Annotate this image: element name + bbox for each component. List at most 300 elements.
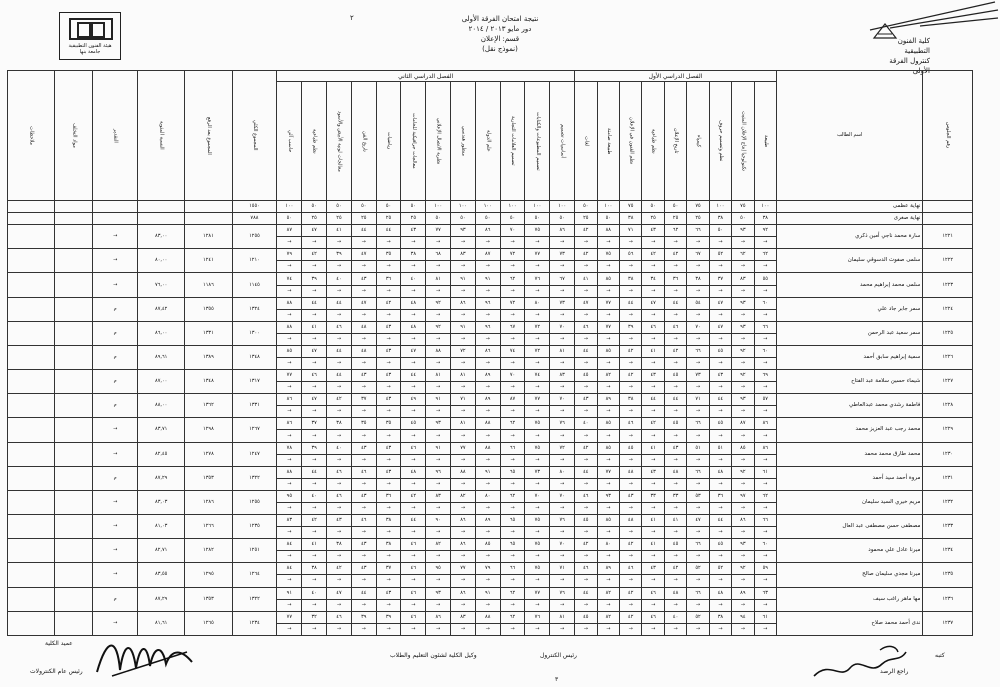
page-number: ٣ bbox=[555, 676, 559, 683]
failed-subjects-cell bbox=[55, 539, 93, 563]
arrow-icon: → bbox=[664, 599, 686, 611]
arrow-icon: → bbox=[664, 333, 686, 345]
arrow-icon: → bbox=[620, 527, 642, 539]
arrow-icon: → bbox=[620, 551, 642, 563]
score-cell: ٤٨ bbox=[664, 587, 686, 599]
arrow-icon: → bbox=[302, 309, 327, 321]
min-value: ٢٥ bbox=[376, 213, 401, 225]
arrow-icon: → bbox=[401, 599, 426, 611]
min-value: ٥٠ bbox=[597, 213, 619, 225]
logo-caption: هيئة الفنون التطبيقية جامعة بنها bbox=[68, 43, 112, 55]
arrow-icon: → bbox=[475, 285, 500, 297]
score-cell: ٣٦ bbox=[376, 273, 401, 285]
score-cell: ٩١ bbox=[475, 587, 500, 599]
arrow-icon: → bbox=[664, 237, 686, 249]
score-cell: ٤٥ bbox=[401, 418, 426, 430]
arrow-icon: → bbox=[500, 309, 525, 321]
arrow-icon: → bbox=[475, 382, 500, 394]
score-cell: ٨٦ bbox=[277, 394, 302, 406]
score-cell: ٤٣ bbox=[376, 345, 401, 357]
score-cell: ٧٣ bbox=[525, 466, 550, 478]
score-cell: ٧٢ bbox=[525, 345, 550, 357]
arrow-icon: → bbox=[376, 454, 401, 466]
student-name: فاطمة رشدي محمد عبدالعاطي bbox=[776, 394, 922, 418]
min-value: ٥٠ bbox=[451, 213, 476, 225]
score-cell: ٨١ bbox=[451, 370, 476, 382]
score-cell: ٤٣ bbox=[376, 466, 401, 478]
score-cell: ٤٣ bbox=[351, 490, 376, 502]
arrow-icon: → bbox=[277, 454, 302, 466]
arrow-icon: → bbox=[451, 527, 476, 539]
arrow-icon: → bbox=[664, 502, 686, 514]
arrow-icon: → bbox=[277, 599, 302, 611]
arrow-icon: → bbox=[327, 575, 352, 587]
score-cell: ٩٢ bbox=[754, 225, 776, 237]
score-cell: ٤٤ bbox=[575, 587, 598, 599]
score-cell: ٧٠ bbox=[550, 321, 575, 333]
arrow-icon: → bbox=[754, 575, 776, 587]
student-name: سمر جابر جاد علي bbox=[776, 297, 922, 321]
score-cell: ٤٦ bbox=[401, 611, 426, 623]
score-cell: ٤٢ bbox=[575, 442, 598, 454]
arrow-icon: → bbox=[500, 333, 525, 345]
arrow-icon: → bbox=[525, 527, 550, 539]
score-cell: ٦٢ bbox=[732, 249, 754, 261]
total-cell: ١٢٣٥ bbox=[232, 515, 277, 539]
arrow-icon: → bbox=[550, 406, 575, 418]
raised-total-cell: ١٣٨٩ bbox=[185, 345, 232, 369]
score-cell: ٧٧ bbox=[597, 466, 619, 478]
min-value: ٣٨ bbox=[709, 213, 731, 225]
score-cell: ٣٩ bbox=[376, 611, 401, 623]
grade-cell: → bbox=[93, 442, 138, 466]
score-cell: ٥٢ bbox=[709, 563, 731, 575]
arrow-icon: → bbox=[426, 599, 451, 611]
min-value: ٥٠ bbox=[426, 213, 451, 225]
seat-number: ١٢٢٧ bbox=[923, 370, 973, 394]
score-cell: ٤٥ bbox=[664, 539, 686, 551]
score-cell: ٦٧ bbox=[500, 321, 525, 333]
arrow-icon: → bbox=[642, 406, 664, 418]
score-cell: ٨٠ bbox=[475, 490, 500, 502]
page-mark: ٢ bbox=[350, 14, 354, 22]
score-cell: ٧٧ bbox=[525, 394, 550, 406]
student-name: سلمى محمد إبراهيم محمد bbox=[776, 273, 922, 297]
score-cell: ٨٣ bbox=[732, 273, 754, 285]
arrow-icon: → bbox=[401, 502, 426, 514]
score-cell: ٩١ bbox=[451, 321, 476, 333]
raised-total-cell: ١٣٥٥ bbox=[185, 297, 232, 321]
arrow-icon: → bbox=[451, 623, 476, 635]
score-cell: ٣٢ bbox=[302, 611, 327, 623]
score-cell: ٥٠ bbox=[709, 225, 731, 237]
failed-subjects-cell bbox=[55, 345, 93, 369]
arrow-icon: → bbox=[327, 454, 352, 466]
seat-number: ١٢٢٩ bbox=[923, 418, 973, 442]
arrow-icon: → bbox=[620, 478, 642, 490]
subject-header: نظم طباعية bbox=[302, 82, 327, 201]
score-cell: ٣٨ bbox=[327, 539, 352, 551]
max-value: ١٠٠ bbox=[709, 201, 731, 213]
arrow-icon: → bbox=[401, 237, 426, 249]
arrow-icon: → bbox=[376, 502, 401, 514]
arrow-icon: → bbox=[732, 623, 754, 635]
control-name: كنترول الفرقة الأولى bbox=[889, 57, 930, 75]
arrow-icon: → bbox=[550, 261, 575, 273]
failed-subjects-cell bbox=[55, 563, 93, 587]
min-value: ٥٠ bbox=[525, 213, 550, 225]
failed-subjects-cell bbox=[55, 370, 93, 394]
score-cell: ٤٨ bbox=[401, 321, 426, 333]
score-cell: ٧٩ bbox=[277, 249, 302, 261]
empty-cell bbox=[185, 201, 232, 213]
score-cell: ٤٤ bbox=[351, 587, 376, 599]
score-cell: ٨٨ bbox=[475, 611, 500, 623]
arrow-icon: → bbox=[664, 623, 686, 635]
score-cell: ٣٥ bbox=[376, 418, 401, 430]
score-cell: ٩٣ bbox=[451, 225, 476, 237]
notes-cell bbox=[8, 394, 55, 418]
arrow-icon: → bbox=[451, 309, 476, 321]
raised-total-cell: ١٢٦٥ bbox=[185, 611, 232, 635]
arrow-icon: → bbox=[426, 406, 451, 418]
arrow-icon: → bbox=[475, 430, 500, 442]
arrow-icon: → bbox=[642, 623, 664, 635]
arrow-icon: → bbox=[642, 333, 664, 345]
arrow-icon: → bbox=[642, 575, 664, 587]
arrow-icon: → bbox=[642, 358, 664, 370]
arrow-icon: → bbox=[732, 575, 754, 587]
score-cell: ٤٦ bbox=[401, 442, 426, 454]
score-cell: ٤٣ bbox=[376, 442, 401, 454]
failed-subjects-cell bbox=[55, 515, 93, 539]
score-cell: ٦٣ bbox=[754, 587, 776, 599]
percentage-header: النسبة المئوية bbox=[138, 71, 185, 201]
score-cell: ٤٣ bbox=[351, 273, 376, 285]
score-cell: ٣٨ bbox=[687, 273, 709, 285]
seat-number: ١٢٢٨ bbox=[923, 394, 973, 418]
arrow-icon: → bbox=[687, 454, 709, 466]
arrow-icon: → bbox=[500, 382, 525, 394]
arrow-icon: → bbox=[687, 575, 709, 587]
percentage-cell: ٧٦,٠٠ bbox=[138, 273, 185, 297]
score-cell: ٤٠ bbox=[575, 418, 598, 430]
total-cell: ١٣١٧ bbox=[232, 370, 277, 394]
score-cell: ٤١ bbox=[575, 273, 598, 285]
score-cell: ٩٢ bbox=[732, 466, 754, 478]
score-cell: ٤٢ bbox=[620, 370, 642, 382]
score-cell: ٤٣ bbox=[351, 370, 376, 382]
score-cell: ٥٢ bbox=[709, 249, 731, 261]
table-row bbox=[8, 345, 973, 357]
arrow-icon: → bbox=[525, 478, 550, 490]
university-logo bbox=[59, 12, 121, 60]
total-cell: ١٣٢٤ bbox=[232, 297, 277, 321]
notes-cell bbox=[8, 539, 55, 563]
score-cell: ٨٣ bbox=[426, 490, 451, 502]
score-cell: ٧٧ bbox=[277, 611, 302, 623]
arrow-icon: → bbox=[597, 454, 619, 466]
score-cell: ٧٧ bbox=[525, 587, 550, 599]
arrow-icon: → bbox=[277, 478, 302, 490]
score-cell: ٣٩ bbox=[302, 442, 327, 454]
score-cell: ٤٥ bbox=[709, 345, 731, 357]
score-cell: ٤٢ bbox=[620, 539, 642, 551]
score-cell: ٨٢ bbox=[597, 587, 619, 599]
subject-header: نظم طباعية bbox=[642, 82, 664, 201]
notes-cell bbox=[8, 490, 55, 514]
arrow-icon: → bbox=[687, 406, 709, 418]
arrow-icon: → bbox=[277, 623, 302, 635]
score-cell: ٨١ bbox=[550, 611, 575, 623]
raised-total-cell: ١٢٩٥ bbox=[185, 563, 232, 587]
score-cell: ٩٦ bbox=[475, 297, 500, 309]
arrow-icon: → bbox=[376, 237, 401, 249]
total-after-raise-header: المجموع بعد الرفع bbox=[185, 71, 232, 201]
score-cell: ٧٦ bbox=[550, 515, 575, 527]
score-cell: ٤١ bbox=[302, 321, 327, 333]
score-cell: ٧٩ bbox=[475, 563, 500, 575]
score-cell: ٤٠ bbox=[327, 442, 352, 454]
table-row bbox=[8, 370, 973, 382]
subject-header: تاريخ الإعلان bbox=[664, 82, 686, 201]
arrow-icon: → bbox=[597, 261, 619, 273]
score-cell: ٤٣ bbox=[351, 442, 376, 454]
score-cell: ٧١ bbox=[550, 563, 575, 575]
score-cell: ٨١ bbox=[451, 418, 476, 430]
arrow-icon: → bbox=[351, 382, 376, 394]
semester2-header: الفصل الدراسي الثاني bbox=[277, 71, 575, 82]
subject-header: معالجات جرافيكية للخامات bbox=[401, 82, 426, 201]
score-cell: ٣٦ bbox=[709, 490, 731, 502]
score-cell: ٤٦ bbox=[620, 563, 642, 575]
arrow-icon: → bbox=[664, 551, 686, 563]
results-table bbox=[7, 70, 973, 636]
score-cell: ٤٩ bbox=[401, 394, 426, 406]
arrow-icon: → bbox=[475, 309, 500, 321]
score-cell: ٩٦ bbox=[426, 466, 451, 478]
score-cell: ٤٢ bbox=[664, 345, 686, 357]
arrow-icon: → bbox=[732, 382, 754, 394]
score-cell: ٨٦ bbox=[451, 587, 476, 599]
arrow-icon: → bbox=[709, 575, 731, 587]
score-cell: ٧٢ bbox=[525, 321, 550, 333]
score-cell: ٧٦ bbox=[525, 273, 550, 285]
score-cell: ٤٦ bbox=[401, 587, 426, 599]
score-cell: ٤٧ bbox=[709, 321, 731, 333]
score-cell: ٤٥ bbox=[620, 442, 642, 454]
arrow-icon: → bbox=[575, 502, 598, 514]
arrow-icon: → bbox=[401, 309, 426, 321]
arrow-icon: → bbox=[620, 599, 642, 611]
score-cell: ٦٩ bbox=[754, 370, 776, 382]
arrow-icon: → bbox=[687, 309, 709, 321]
raised-total-cell: ١٣٥٣ bbox=[185, 466, 232, 490]
arrow-icon: → bbox=[327, 333, 352, 345]
max-value: ٧٥ bbox=[620, 201, 642, 213]
score-cell: ٤٦ bbox=[351, 466, 376, 478]
score-cell: ٤٣ bbox=[351, 539, 376, 551]
arrow-icon: → bbox=[525, 309, 550, 321]
score-cell: ٤٣ bbox=[664, 442, 686, 454]
score-cell: ٨١ bbox=[550, 345, 575, 357]
arrow-icon: → bbox=[664, 358, 686, 370]
logo-emblem-icon bbox=[69, 18, 113, 40]
score-cell: ٤٢ bbox=[575, 249, 598, 261]
score-cell: ٤٢ bbox=[575, 225, 598, 237]
score-cell: ٤١ bbox=[642, 515, 664, 527]
score-cell: ٥١ bbox=[709, 442, 731, 454]
score-cell: ٥٩ bbox=[754, 563, 776, 575]
seat-number: ١٢٢١ bbox=[923, 225, 973, 249]
min-value: ٥٠ bbox=[732, 213, 754, 225]
notes-cell bbox=[8, 321, 55, 345]
empty-cell bbox=[93, 213, 138, 225]
score-cell: ٧٠ bbox=[687, 321, 709, 333]
table-row bbox=[8, 225, 973, 237]
arrow-icon: → bbox=[327, 285, 352, 297]
notes-header: ملاحظات bbox=[8, 71, 55, 201]
arrow-icon: → bbox=[475, 551, 500, 563]
arrow-icon: → bbox=[451, 382, 476, 394]
arrow-icon: → bbox=[500, 358, 525, 370]
arrow-icon: → bbox=[426, 623, 451, 635]
arrow-icon: → bbox=[525, 285, 550, 297]
min-value: ٢٥ bbox=[687, 213, 709, 225]
arrow-icon: → bbox=[575, 430, 598, 442]
subject-header: لغات bbox=[575, 82, 598, 201]
student-name: ندى أحمد محمد صلاح bbox=[776, 611, 922, 635]
arrow-icon: → bbox=[327, 623, 352, 635]
score-cell: ٦٦ bbox=[687, 345, 709, 357]
score-cell: ٨٦ bbox=[475, 345, 500, 357]
arrow-icon: → bbox=[351, 309, 376, 321]
score-cell: ٤٦ bbox=[327, 611, 352, 623]
total-header: المجموع الكلي bbox=[232, 71, 277, 201]
arrow-icon: → bbox=[426, 382, 451, 394]
notes-cell bbox=[8, 611, 55, 635]
score-cell: ٣٦ bbox=[664, 273, 686, 285]
raised-total-cell: ١٢٦٦ bbox=[185, 515, 232, 539]
student-name: مروة أحمد سيد أحمد bbox=[776, 466, 922, 490]
arrow-icon: → bbox=[620, 406, 642, 418]
grade-cell: → bbox=[93, 611, 138, 635]
arrow-icon: → bbox=[451, 285, 476, 297]
control-head-title: رئيس الكنترول bbox=[540, 652, 577, 659]
score-cell: ٤٢ bbox=[620, 345, 642, 357]
arrow-icon: → bbox=[550, 430, 575, 442]
arrow-icon: → bbox=[451, 575, 476, 587]
arrow-icon: → bbox=[376, 261, 401, 273]
arrow-icon: → bbox=[302, 285, 327, 297]
grade-header: التقدير bbox=[93, 71, 138, 201]
arrow-icon: → bbox=[451, 358, 476, 370]
score-cell: ٨٨ bbox=[277, 297, 302, 309]
arrow-icon: → bbox=[575, 309, 598, 321]
score-cell: ٨٨ bbox=[475, 418, 500, 430]
score-cell: ٩١ bbox=[277, 587, 302, 599]
subject-header: علم الدولة bbox=[475, 82, 500, 201]
score-cell: ٨٨ bbox=[277, 466, 302, 478]
score-cell: ٧٤ bbox=[277, 273, 302, 285]
score-cell: ٤٧ bbox=[401, 345, 426, 357]
score-cell: ٣٦ bbox=[376, 490, 401, 502]
score-cell: ٨٥ bbox=[597, 418, 619, 430]
max-value: ٧٥ bbox=[732, 201, 754, 213]
raised-total-cell: ١٣٦٢ bbox=[185, 394, 232, 418]
percentage-cell: ٨٧,٤٢ bbox=[138, 297, 185, 321]
arrow-icon: → bbox=[620, 575, 642, 587]
score-cell: ٣٨ bbox=[302, 563, 327, 575]
arrow-icon: → bbox=[709, 551, 731, 563]
score-cell: ٤٠ bbox=[302, 587, 327, 599]
arrow-icon: → bbox=[351, 551, 376, 563]
percentage-cell: ٨٩,٦١ bbox=[138, 345, 185, 369]
max-value: ٥٠ bbox=[401, 201, 426, 213]
student-name: محمد طارق محمد محمد bbox=[776, 442, 922, 466]
arrow-icon: → bbox=[525, 261, 550, 273]
arrow-icon: → bbox=[302, 454, 327, 466]
arrow-icon: → bbox=[426, 261, 451, 273]
empty-cell bbox=[55, 201, 93, 213]
score-cell: ٤٧ bbox=[709, 297, 731, 309]
percentage-cell: ٨٠,٠٠ bbox=[138, 249, 185, 273]
min-value: ٥٠ bbox=[277, 213, 302, 225]
score-cell: ٤٦ bbox=[664, 321, 686, 333]
total-cell: ١٢٦٧ bbox=[232, 418, 277, 442]
min-value: ٢٥ bbox=[302, 213, 327, 225]
score-cell: ٧٠ bbox=[550, 394, 575, 406]
arrow-icon: → bbox=[709, 599, 731, 611]
score-cell: ٤٢ bbox=[664, 563, 686, 575]
arrow-icon: → bbox=[709, 358, 731, 370]
notes-cell bbox=[8, 370, 55, 394]
total-cell: ١٢٦٤ bbox=[232, 563, 277, 587]
arrow-icon: → bbox=[550, 237, 575, 249]
min-value: ٢٥ bbox=[351, 213, 376, 225]
arrow-icon: → bbox=[664, 527, 686, 539]
vice-dean-title: وكيل الكلية لشئون التعليم والطلاب bbox=[390, 652, 477, 659]
score-cell: ٩٦ bbox=[475, 321, 500, 333]
arrow-icon: → bbox=[597, 333, 619, 345]
grade-cell: م bbox=[93, 297, 138, 321]
score-cell: ٧٧ bbox=[597, 297, 619, 309]
total-cell: ١٢٥٥ bbox=[232, 225, 277, 249]
arrow-icon: → bbox=[550, 285, 575, 297]
max-row-seat bbox=[923, 201, 973, 213]
arrow-icon: → bbox=[575, 358, 598, 370]
grade-cell: م bbox=[93, 370, 138, 394]
grade-cell: م bbox=[93, 466, 138, 490]
empty-cell bbox=[8, 213, 55, 225]
arrow-icon: → bbox=[277, 406, 302, 418]
arrow-icon: → bbox=[664, 430, 686, 442]
arrow-icon: → bbox=[687, 623, 709, 635]
max-value: ٥٠ bbox=[302, 201, 327, 213]
score-cell: ٤٢ bbox=[327, 563, 352, 575]
score-cell: ٨٣ bbox=[550, 370, 575, 382]
arrow-icon: → bbox=[302, 333, 327, 345]
arrow-icon: → bbox=[475, 261, 500, 273]
score-cell: ٤٥ bbox=[575, 611, 598, 623]
empty-cell bbox=[185, 213, 232, 225]
subject-header: طبيعة صامتة bbox=[597, 82, 619, 201]
score-cell: ٧٢ bbox=[500, 297, 525, 309]
score-cell: ٤٦ bbox=[642, 321, 664, 333]
grade-cell: م bbox=[93, 394, 138, 418]
table-row bbox=[8, 297, 973, 309]
failed-subjects-cell bbox=[55, 442, 93, 466]
